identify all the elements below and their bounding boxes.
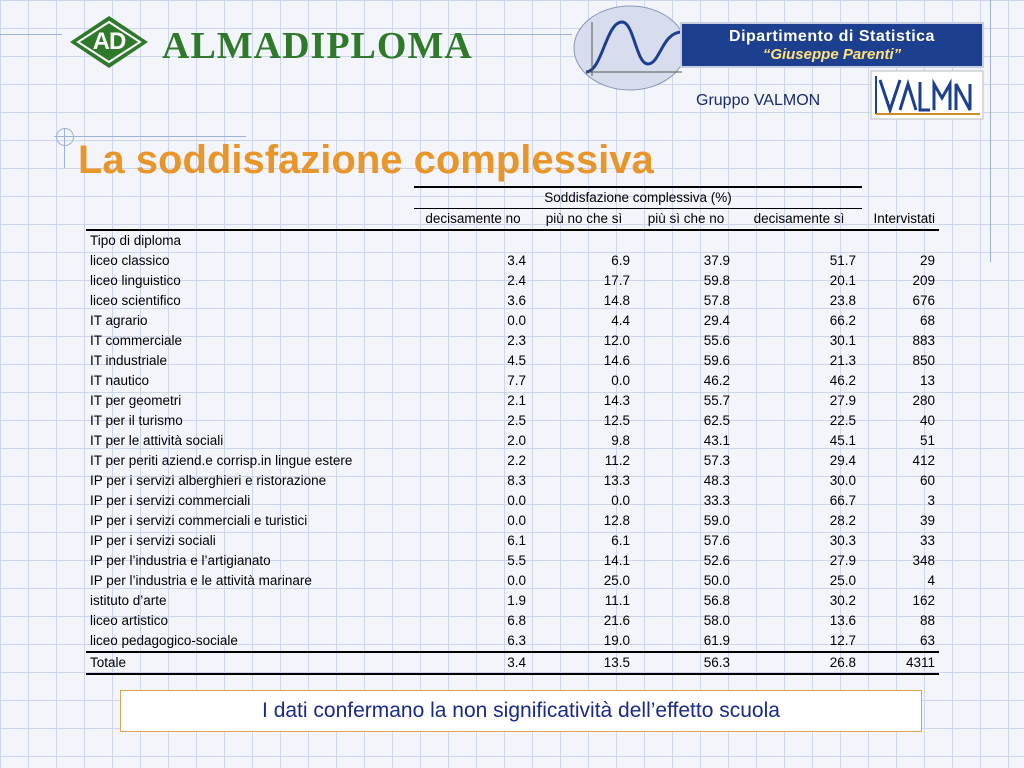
- table-cell: 19.0: [603, 633, 630, 648]
- table-cell: 3.6: [507, 293, 526, 308]
- decorative-circle: [56, 128, 74, 146]
- table-cell: 0.0: [611, 373, 630, 388]
- row-label: liceo scientifico: [90, 293, 181, 308]
- table-cell: 4311: [862, 652, 939, 674]
- row-label: IP per i servizi sociali: [90, 533, 216, 548]
- table-cell: 0.0: [507, 573, 526, 588]
- table-cell: 4.5: [507, 353, 526, 368]
- table-cell: 412: [912, 453, 936, 468]
- row-label: liceo linguistico: [90, 273, 181, 288]
- column-header: decisamente sì: [736, 209, 862, 231]
- row-label: Totale: [86, 652, 414, 674]
- section-label: Tipo di diploma: [90, 233, 182, 248]
- table-cell: 14.8: [603, 293, 630, 308]
- table-cell: 50.0: [703, 573, 730, 588]
- row-label: istituto d’arte: [90, 593, 167, 608]
- table-cell: 14.1: [603, 553, 630, 568]
- table-cell: 7.7: [507, 373, 526, 388]
- table-cell: 13: [920, 373, 936, 388]
- table-cell: 46.2: [829, 373, 857, 388]
- table-cell: 57.6: [703, 533, 730, 548]
- table-cell: 61.9: [703, 633, 730, 648]
- table-row: [86, 291, 939, 311]
- table-cell: 21.6: [603, 613, 630, 628]
- table-cell: 11.1: [604, 593, 630, 608]
- row-label: IT per geometri: [90, 393, 182, 408]
- table-cell: 62.5: [703, 413, 730, 428]
- table-cell: 30.0: [829, 473, 857, 488]
- table-cell: 2.5: [507, 413, 526, 428]
- table-cell: 68: [920, 313, 936, 328]
- table-cell: 348: [912, 553, 936, 568]
- table-cell: 0.0: [611, 493, 630, 508]
- table-cell: 59.8: [703, 273, 730, 288]
- section-label-row: [86, 230, 939, 251]
- almadiploma-emblem-text: AD: [92, 28, 126, 55]
- valmon-logo-icon: [870, 70, 984, 120]
- table-cell: 12.5: [603, 413, 630, 428]
- table-cell: 0.0: [507, 313, 526, 328]
- table-row: [86, 271, 939, 291]
- table-cell: 25.0: [603, 573, 630, 588]
- table-cell: 23.8: [829, 293, 857, 308]
- table-cell: 52.6: [703, 553, 730, 568]
- decorative-line-title-h: [54, 136, 246, 137]
- table-cell: 8.3: [507, 473, 526, 488]
- satisfaction-table: [86, 186, 939, 675]
- row-label: liceo artistico: [90, 613, 169, 628]
- table-cell: 162: [912, 593, 936, 608]
- row-label: liceo classico: [90, 253, 170, 268]
- table-row: [86, 411, 939, 431]
- group-header: Soddisfazione complessiva (%): [414, 187, 862, 209]
- table-row: [86, 331, 939, 351]
- row-label: IP per i servizi commerciali e turistici: [90, 513, 308, 528]
- table-cell: 29.4: [829, 453, 857, 468]
- table-cell: 22.5: [829, 413, 857, 428]
- table-cell: 0.0: [507, 513, 526, 528]
- table-column-header-row: [86, 209, 939, 231]
- row-label: IP per l’industria e le attività marinare: [90, 573, 312, 588]
- table-row: [86, 591, 939, 611]
- table-cell: 1.9: [507, 593, 526, 608]
- table-cell: 2.2: [507, 453, 526, 468]
- table-cell: 2.1: [507, 393, 526, 408]
- table-cell: 21.3: [829, 353, 857, 368]
- slide-title: La soddisfazione complessiva: [78, 138, 654, 182]
- row-label: IT per periti aziend.e corrisp.in lingue estere: [90, 453, 353, 468]
- table-cell: 6.8: [507, 613, 526, 628]
- statistics-graph-icon: [572, 2, 692, 94]
- table-cell: 88: [920, 613, 936, 628]
- table-cell: 280: [912, 393, 936, 408]
- table-cell: 57.8: [703, 293, 730, 308]
- table-cell: 60: [920, 473, 936, 488]
- table-row: [86, 351, 939, 371]
- table-cell: 12.8: [603, 513, 630, 528]
- table-cell: 14.6: [603, 353, 630, 368]
- table-row: [86, 571, 939, 591]
- table-cell: 4: [927, 573, 936, 588]
- table-cell: 6.1: [611, 533, 630, 548]
- table-row: [86, 251, 939, 271]
- table-cell: 3.4: [507, 253, 526, 268]
- row-label: IT agrario: [90, 313, 148, 328]
- table-cell: 14.3: [603, 393, 630, 408]
- table-cell: 4.4: [611, 313, 630, 328]
- table-cell: 27.9: [829, 393, 857, 408]
- table-cell: 5.5: [507, 553, 526, 568]
- almadiploma-wordmark: ALMADIPLOMA: [162, 25, 473, 67]
- row-label: IT industriale: [90, 353, 168, 368]
- table-row: [86, 471, 939, 491]
- table-cell: 51.7: [829, 253, 857, 268]
- table-cell: 59.0: [703, 513, 730, 528]
- table-row: [86, 611, 939, 631]
- table-body: [86, 230, 939, 674]
- row-label: liceo pedagogico-sociale: [90, 633, 238, 648]
- table-cell: 66.2: [829, 313, 857, 328]
- table-cell: 63: [920, 633, 936, 648]
- table-cell: 25.0: [829, 573, 857, 588]
- table-cell: 30.1: [829, 333, 857, 348]
- table-cell: 6.1: [507, 533, 526, 548]
- column-header: più sì che no: [636, 209, 736, 231]
- table-cell: 58.0: [703, 613, 730, 628]
- table-cell: 59.6: [703, 353, 730, 368]
- table-row: [86, 451, 939, 471]
- table-row: [86, 311, 939, 331]
- table-cell: 39: [920, 513, 936, 528]
- table-cell: 55.6: [703, 333, 730, 348]
- table-cell: 48.3: [703, 473, 730, 488]
- row-label: IT nautico: [90, 373, 150, 388]
- table-cell: 13.6: [829, 613, 857, 628]
- row-label: IP per l’industria e l’artigianato: [90, 553, 271, 568]
- table-cell: 46.2: [703, 373, 730, 388]
- gruppo-label: Gruppo VALMON: [696, 92, 821, 109]
- table-cell: 55.7: [703, 393, 730, 408]
- table-cell: 11.2: [604, 453, 630, 468]
- table-cell: 209: [912, 273, 936, 288]
- conclusion-box: I dati confermano la non significatività dell’effetto scuola: [120, 690, 922, 732]
- table-cell: 883: [912, 333, 936, 348]
- table-row: [86, 551, 939, 571]
- table-cell: 26.8: [736, 652, 862, 674]
- almadiploma-logo: [68, 14, 473, 74]
- table-cell: 9.8: [611, 433, 630, 448]
- table-cell: 13.5: [532, 652, 636, 674]
- row-label: IT per le attività sociali: [90, 433, 224, 448]
- table-cell: 40: [920, 413, 936, 428]
- table-row: [86, 531, 939, 551]
- table-cell: 51: [920, 433, 936, 448]
- table-cell: 33: [920, 533, 936, 548]
- total-row: [86, 652, 939, 674]
- table-cell: 20.1: [829, 273, 857, 288]
- decorative-line-top-right: [990, 0, 991, 262]
- table-cell: 676: [912, 293, 936, 308]
- table-cell: 6.9: [611, 253, 630, 268]
- table-cell: 33.3: [703, 493, 730, 508]
- table-cell: 3.4: [414, 652, 532, 674]
- table-cell: 17.7: [603, 273, 630, 288]
- row-label: IP per i servizi alberghieri e ristorazione: [90, 473, 327, 488]
- table-cell: 2.0: [507, 433, 526, 448]
- table-row: [86, 491, 939, 511]
- table-cell: 37.9: [703, 253, 730, 268]
- table-cell: 2.4: [507, 273, 526, 288]
- table-cell: 57.3: [703, 453, 730, 468]
- table-cell: 30.2: [829, 593, 857, 608]
- table-cell: 0.0: [507, 493, 526, 508]
- row-label: IT per il turismo: [90, 413, 183, 428]
- table-row: [86, 631, 939, 652]
- table-cell: 13.3: [603, 473, 630, 488]
- table-cell: 6.3: [507, 633, 526, 648]
- table-row: [86, 431, 939, 451]
- table-cell: 850: [912, 353, 936, 368]
- table-group-header-row: [86, 187, 939, 209]
- column-header: più no che sì: [532, 209, 636, 231]
- decorative-line-top-left: [0, 34, 62, 35]
- department-subname: “Giuseppe Parenti”: [762, 46, 902, 63]
- table-cell: 27.9: [829, 553, 857, 568]
- department-banner: [680, 22, 984, 68]
- table-row: [86, 371, 939, 391]
- table-cell: 28.2: [829, 513, 857, 528]
- table-cell: 12.7: [829, 633, 857, 648]
- table-cell: 56.8: [703, 593, 730, 608]
- column-header: decisamente no: [414, 209, 532, 231]
- column-header: Intervistati: [862, 209, 939, 231]
- table-cell: 43.1: [703, 433, 730, 448]
- table-cell: 29: [920, 253, 936, 268]
- table-row: [86, 511, 939, 531]
- table-cell: 66.7: [829, 493, 857, 508]
- table-row: [86, 391, 939, 411]
- table-cell: 56.3: [636, 652, 736, 674]
- table-cell: 2.3: [507, 333, 526, 348]
- row-label: IT commerciale: [90, 333, 183, 348]
- row-label: IP per i servizi commerciali: [90, 493, 251, 508]
- table-cell: 12.0: [603, 333, 630, 348]
- table-cell: 45.1: [829, 433, 857, 448]
- table-cell: 3: [927, 493, 936, 508]
- table-cell: 29.4: [703, 313, 730, 328]
- department-name: Dipartimento di Statistica: [729, 28, 935, 45]
- table-cell: 30.3: [829, 533, 857, 548]
